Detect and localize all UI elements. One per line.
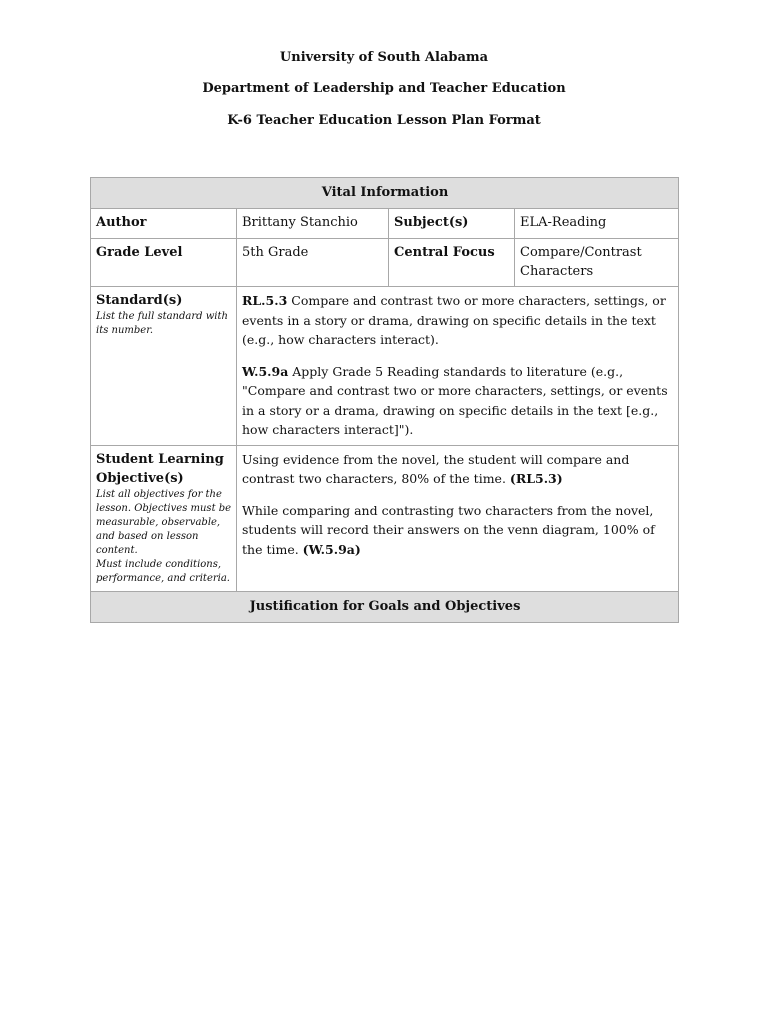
standard-w59a (242, 362, 674, 440)
objective-2-code: (W.5.9a) (302, 541, 361, 557)
standards-content (237, 287, 679, 446)
author-label: Author (91, 209, 237, 239)
subject-value: ELA-Reading (515, 209, 679, 239)
standard-w59a-code: W.5.9a (242, 363, 289, 379)
focus-value: Compare/Contrast Characters (515, 239, 679, 287)
objectives-note-criteria: Must include conditions, performance, and criteria. (96, 558, 230, 584)
objective-1-code: (RL5.3) (509, 471, 563, 486)
objectives-note: List all objectives for the lesson. Objectives must be measurable, observable, and based on lesson content. (96, 488, 232, 556)
standard-w59a-text: Apply Grade 5 Reading standards to literature (e.g., "Compare and contrast two or more characters, settings, or events in a story or a drama, drawing on specific details in the text [e.g., how characters interact]"). (242, 363, 668, 437)
standards-note: List the full standard with its number. (96, 311, 228, 336)
subject-label: Subject(s) (389, 209, 515, 239)
department-title: Department of Leadership and Teacher Education (202, 81, 566, 96)
objective-2-text: While comparing and contrasting two characters from the novel, students will record their answers on the venn diagram, 100% of the time. (242, 502, 655, 557)
university-title: University of South Alabama (279, 50, 489, 65)
standard-rl53-code: RL.5.3 (242, 293, 288, 308)
focus-label: Central Focus (389, 239, 515, 287)
objectives-row (91, 445, 679, 591)
author-row (91, 209, 679, 239)
justification-heading: Justification for Goals and Objectives (91, 591, 679, 622)
objectives-cell (91, 445, 237, 591)
objective-2 (242, 501, 674, 560)
grade-value: 5th Grade (237, 239, 389, 287)
grade-label: Grade Level (91, 239, 237, 287)
grade-row (91, 239, 679, 287)
vital-heading: Vital Information (91, 178, 679, 209)
standards-label: Standard(s) (96, 293, 183, 308)
standard-rl53-text: Compare and contrast two or more characters, settings, or events in a story or drama, drawing on specific details in the text (e.g., how characters interact). (242, 293, 666, 347)
justification-heading-row (91, 591, 679, 622)
vital-heading-row (91, 178, 679, 209)
format-title: K-6 Teacher Education Lesson Plan Format (227, 113, 541, 128)
objectives-label: Student Learning Objective(s) (96, 451, 224, 486)
author-value: Brittany Stanchio (237, 209, 389, 239)
lesson-plan-table (90, 177, 679, 623)
standards-cell (91, 287, 237, 446)
standards-row (91, 287, 679, 446)
objectives-content (237, 445, 679, 591)
standard-rl53 (242, 291, 674, 350)
objective-1-text: Using evidence from the novel, the student will compare and contrast two characters, 80% of the time. (242, 451, 630, 486)
objective-1 (242, 450, 674, 489)
